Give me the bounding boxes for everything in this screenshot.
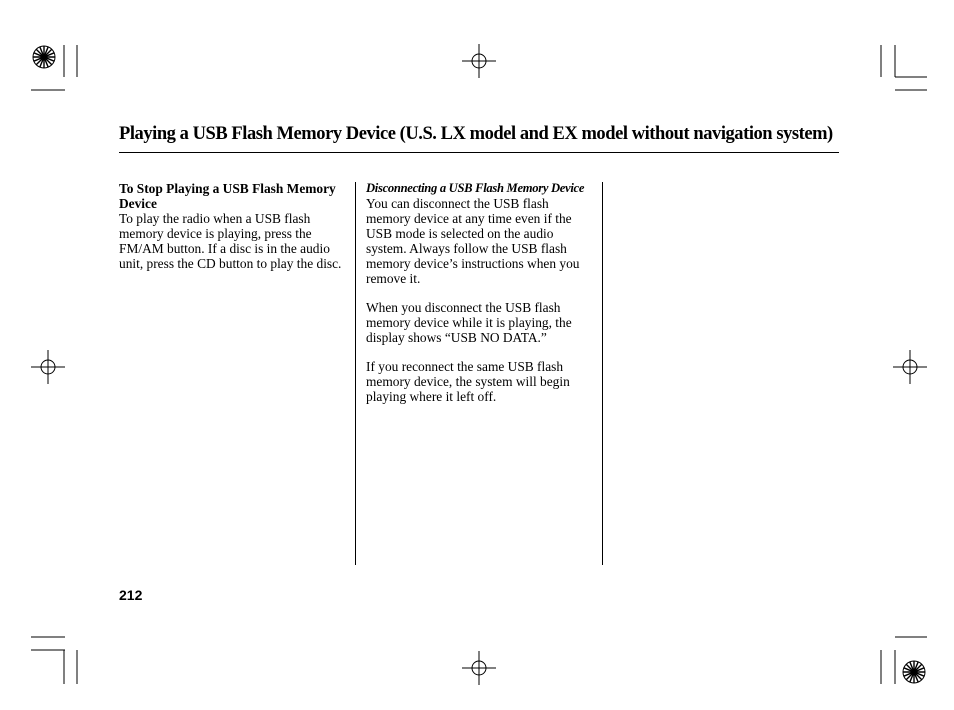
page-number: 212 <box>119 587 143 603</box>
page-title: Playing a USB Flash Memory Device (U.S. LX model and EX model without navigation system) <box>119 124 833 144</box>
middle-column <box>366 181 596 418</box>
registration-crosshair-right <box>893 350 927 384</box>
title-underline <box>119 152 839 153</box>
crop-mark-top-right <box>881 45 927 90</box>
left-column <box>119 181 347 285</box>
column-divider-right <box>602 182 603 565</box>
disconnecting-paragraph-3: If you reconnect the same USB flash memory device, the system will begin playing where it left off. <box>366 359 570 404</box>
disconnecting-heading: Disconnecting a USB Flash Memory Device <box>366 181 585 195</box>
starburst-target-bottom-right <box>903 661 925 683</box>
registration-crosshair-left <box>31 350 65 384</box>
stop-playing-body: To play the radio when a USB flash memory device is playing, press the FM/AM button. If a disc is in the audio unit, press the CD button to play the disc. <box>119 211 342 271</box>
disconnecting-paragraph-2: When you disconnect the USB flash memory device while it is playing, the display shows “USB NO DATA.” <box>366 300 572 345</box>
stop-playing-heading: To Stop Playing a USB Flash Memory Device <box>119 181 336 211</box>
crop-mark-bottom-left <box>31 637 77 684</box>
column-divider-left <box>355 182 356 565</box>
registration-crosshair-bottom <box>462 651 496 685</box>
starburst-target-top-left <box>33 46 55 68</box>
disconnecting-paragraph-1: You can disconnect the USB flash memory device at any time even if the USB mode is selected on the audio system. Always follow the USB flash memory device’s instructions when you remove it. <box>366 196 580 286</box>
registration-crosshair-top <box>462 44 496 78</box>
